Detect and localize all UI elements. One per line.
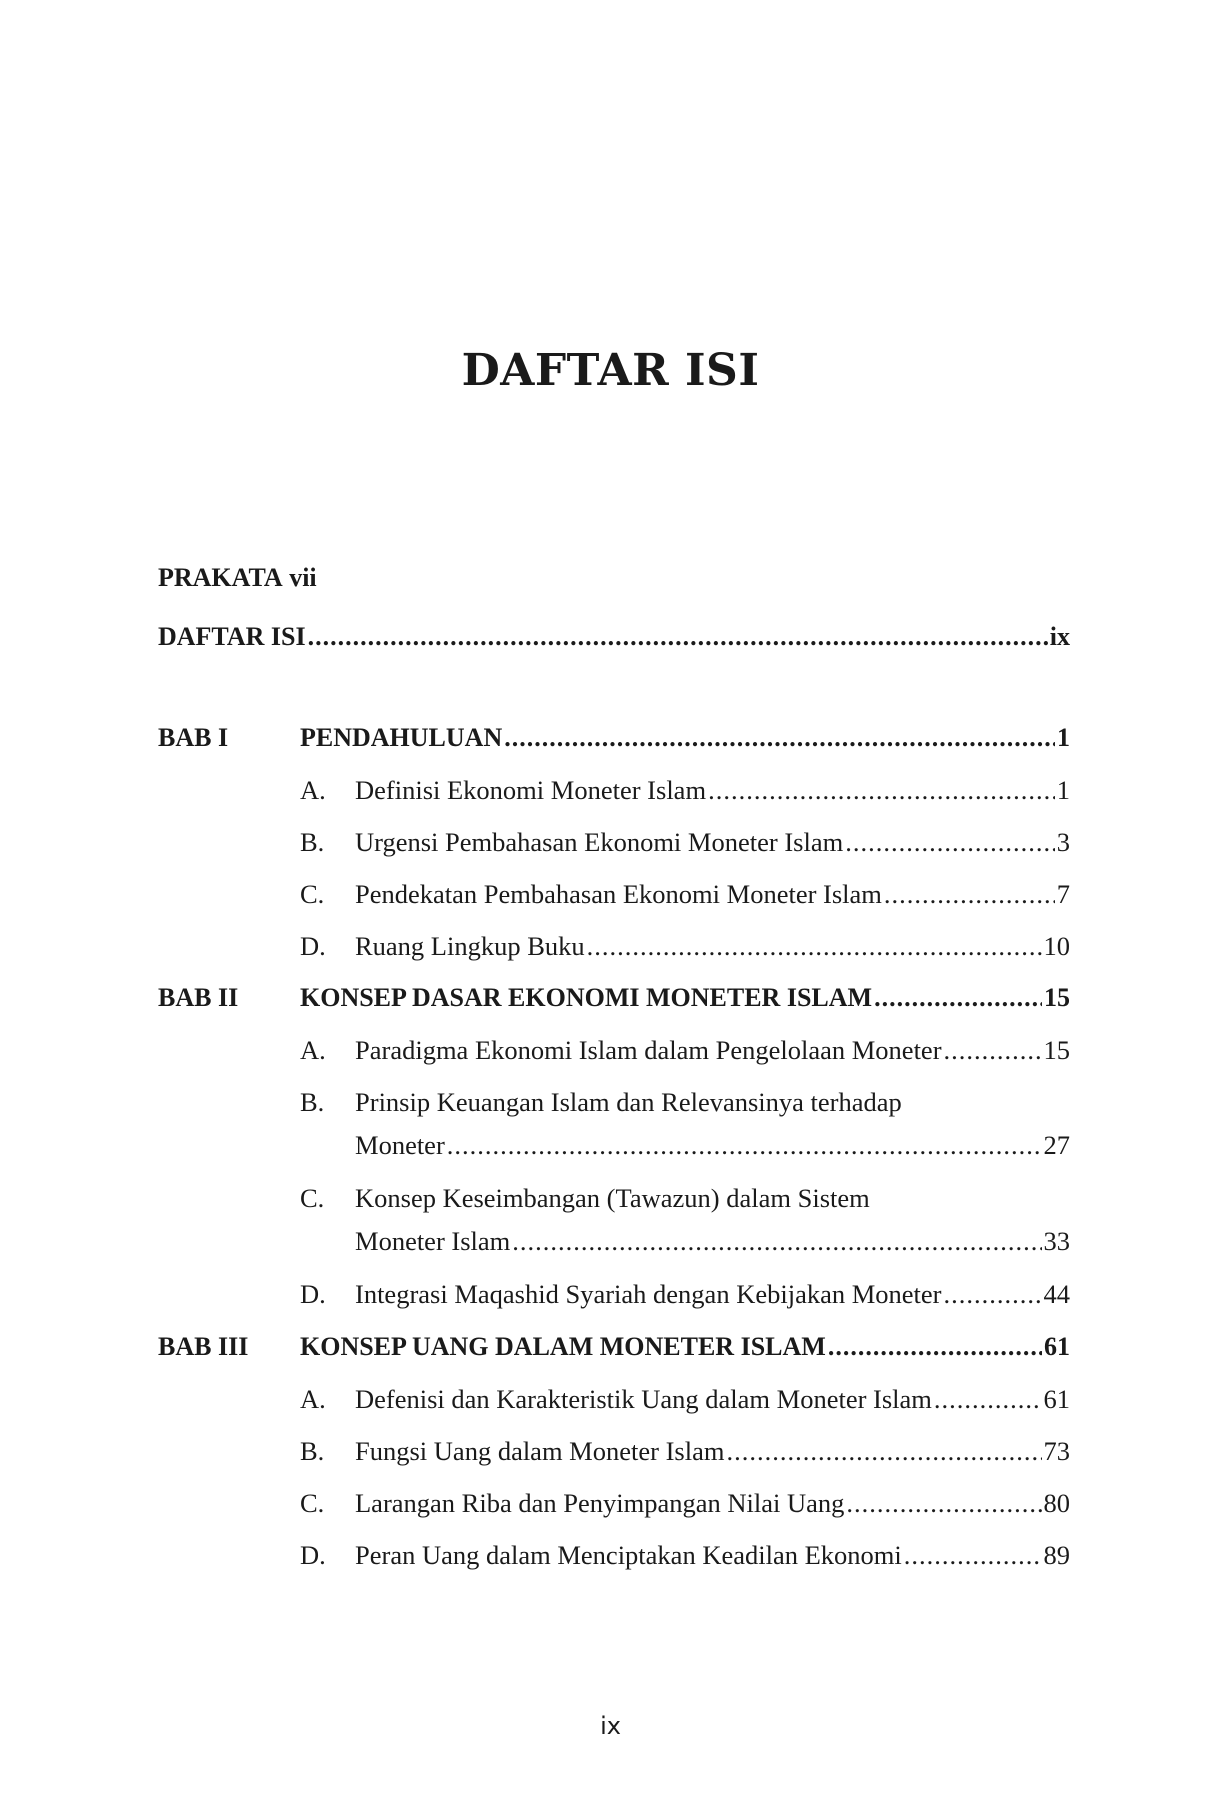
- chapter-title: KONSEP DASAR EKONOMI MONETER ISLAM: [300, 983, 873, 1012]
- toc-entry-prakata[interactable]: [158, 558, 1070, 598]
- toc-section[interactable]: [158, 1274, 1070, 1314]
- toc-entry-page: vii: [289, 563, 317, 592]
- toc-section[interactable]: [158, 1431, 1070, 1471]
- dot-leader: [904, 1535, 1042, 1575]
- section-letter: A.: [300, 775, 326, 805]
- section-title: Konsep Keseimbangan (Tawazun) dalam Sistem: [355, 1183, 870, 1213]
- toc-section[interactable]: [158, 1483, 1070, 1523]
- dot-leader: [944, 1274, 1042, 1314]
- toc-section-continuation[interactable]: [158, 1125, 1070, 1165]
- section-title: Defenisi dan Karakteristik Uang dalam Moneter Islam: [355, 1384, 932, 1414]
- section-page: 1: [1056, 775, 1070, 805]
- section-title: Pendekatan Pembahasan Ekonomi Moneter Islam: [355, 879, 882, 909]
- dot-leader: [828, 1327, 1042, 1367]
- page-number: ix: [600, 1712, 621, 1740]
- dot-leader: [845, 822, 1055, 862]
- section-letter: D.: [300, 931, 326, 961]
- dot-leader: [587, 926, 1042, 966]
- dot-leader: [934, 1379, 1042, 1419]
- section-letter: B.: [300, 1436, 325, 1466]
- section-letter: C.: [300, 879, 325, 909]
- toc-section-continuation[interactable]: [158, 1221, 1070, 1261]
- dot-leader: [504, 718, 1055, 758]
- section-letter: B.: [300, 1087, 325, 1117]
- chapter-page: 15: [1044, 983, 1070, 1012]
- section-title: Urgensi Pembahasan Ekonomi Moneter Islam: [355, 827, 844, 857]
- section-title: Integrasi Maqashid Syariah dengan Kebijakan Moneter: [355, 1279, 942, 1309]
- toc-entry-label: PRAKATA: [158, 563, 283, 592]
- section-page: 10: [1043, 931, 1070, 961]
- dot-leader: [874, 978, 1042, 1018]
- section-title-continued: Moneter Islam: [355, 1226, 511, 1256]
- section-title-continued: Moneter: [355, 1130, 445, 1160]
- section-page: 33: [1043, 1226, 1070, 1256]
- chapter-title: PENDAHULUAN: [300, 723, 503, 752]
- chapter-number: BAB I: [158, 723, 229, 752]
- section-letter: D.: [300, 1540, 326, 1570]
- dot-leader: [846, 1483, 1041, 1523]
- section-title: Prinsip Keuangan Islam dan Relevansinya terhadap: [355, 1087, 902, 1117]
- section-page: 7: [1056, 879, 1070, 909]
- section-page: 15: [1043, 1035, 1070, 1065]
- dot-leader: [884, 874, 1055, 914]
- section-page: 73: [1043, 1436, 1070, 1466]
- section-letter: A.: [300, 1384, 326, 1414]
- section-letter: D.: [300, 1279, 326, 1309]
- toc-section[interactable]: [158, 926, 1070, 966]
- section-page: 80: [1043, 1488, 1070, 1518]
- section-page: 61: [1043, 1384, 1070, 1414]
- dot-leader: [944, 1030, 1042, 1070]
- section-page: 27: [1043, 1130, 1070, 1160]
- toc-section[interactable]: [158, 1178, 1070, 1218]
- section-page: 3: [1056, 827, 1070, 857]
- section-letter: B.: [300, 827, 325, 857]
- toc-chapter-bab-iii[interactable]: [158, 1327, 1070, 1367]
- chapter-page: 1: [1057, 723, 1070, 752]
- section-page: 44: [1043, 1279, 1070, 1309]
- chapter-page: 61: [1044, 1332, 1070, 1361]
- chapter-title: KONSEP UANG DALAM MONETER ISLAM: [300, 1332, 826, 1361]
- dot-leader: [708, 770, 1055, 810]
- toc-chapter-bab-ii[interactable]: [158, 978, 1070, 1018]
- page-title: DAFTAR ISI: [461, 345, 760, 396]
- section-title: Larangan Riba dan Penyimpangan Nilai Uang: [355, 1488, 845, 1518]
- section-title: Paradigma Ekonomi Islam dalam Pengelolaan Moneter: [355, 1035, 942, 1065]
- toc-chapter-bab-i[interactable]: [158, 718, 1070, 758]
- toc-entry-label: DAFTAR ISI: [158, 622, 306, 651]
- section-title: Definisi Ekonomi Moneter Islam: [355, 775, 707, 805]
- toc-entry-page: ix: [1049, 622, 1070, 651]
- dot-leader: [308, 617, 1048, 657]
- section-title: Fungsi Uang dalam Moneter Islam: [355, 1436, 725, 1466]
- toc-section[interactable]: [158, 1030, 1070, 1070]
- toc-section[interactable]: [158, 1535, 1070, 1575]
- toc-entry-daftar-isi[interactable]: [158, 617, 1070, 657]
- chapter-number: BAB III: [158, 1332, 249, 1361]
- dot-leader: [726, 1431, 1041, 1471]
- toc-section[interactable]: [158, 770, 1070, 810]
- toc-section[interactable]: [158, 822, 1070, 862]
- chapter-number: BAB II: [158, 983, 239, 1012]
- section-letter: A.: [300, 1035, 326, 1065]
- section-title: Ruang Lingkup Buku: [355, 931, 585, 961]
- toc-section[interactable]: [158, 1082, 1070, 1122]
- section-letter: C.: [300, 1488, 325, 1518]
- section-title: Peran Uang dalam Menciptakan Keadilan Ekonomi: [355, 1540, 902, 1570]
- toc-section[interactable]: [158, 1379, 1070, 1419]
- section-letter: C.: [300, 1183, 325, 1213]
- toc-section[interactable]: [158, 874, 1070, 914]
- dot-leader: [512, 1221, 1041, 1261]
- dot-leader: [447, 1125, 1042, 1165]
- section-page: 89: [1043, 1540, 1070, 1570]
